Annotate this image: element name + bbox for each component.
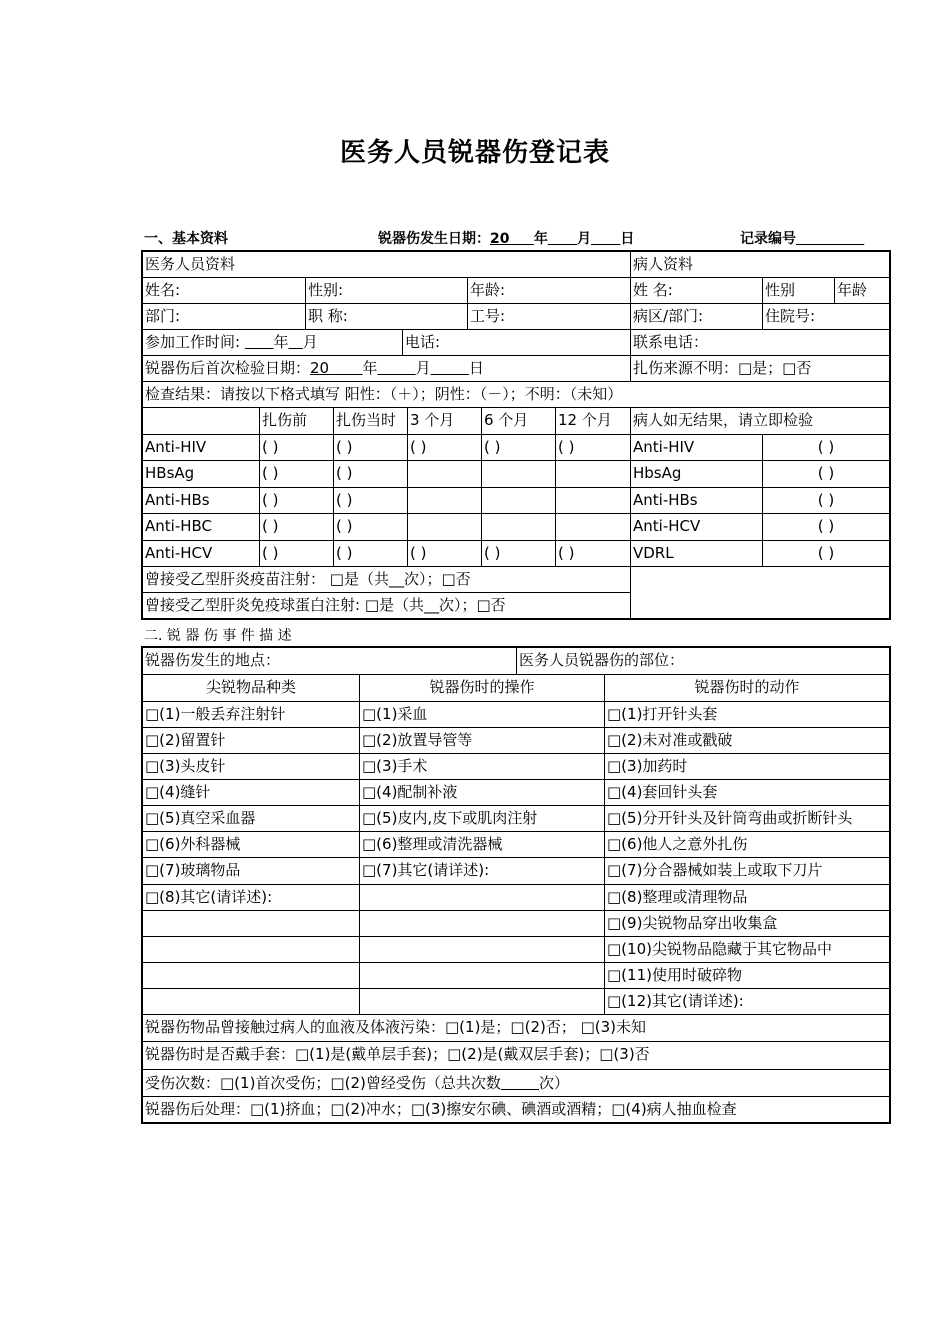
patient-blank-cell [631,567,889,618]
operation-option[interactable]: □(4)配制补液 [360,780,605,806]
sharp-type-option[interactable]: □(3)头皮针 [143,754,360,780]
staff-test-name: HBsAg [143,461,260,487]
empty-cell [143,989,360,1015]
sharp-type-option[interactable]: □(7)玻璃物品 [143,858,360,884]
col-actions: 锐器伤时的动作 [605,675,889,702]
work-year-label: 年 [273,333,289,351]
first-test-date-prefix: 20 [310,359,330,377]
patient-ward-field[interactable]: 病区/部门: [631,304,763,330]
staff-result-cell[interactable]: ( ) [334,514,408,540]
hbv-vaccine-option[interactable]: 曾接受乙型肝炎疫苗注射： □是（共__次）；□否 [143,567,631,593]
sharp-type-option[interactable]: □(6)外科器械 [143,832,360,858]
first-test-day-label: 日 [468,359,484,377]
staff-result-cell[interactable]: ( ) [334,541,408,567]
patient-test-name: VDRL [631,541,763,567]
empty-cell [556,461,631,487]
month-label: 月 [577,231,592,247]
action-option[interactable]: □(9)尖锐物品穿出收集盒 [605,911,889,937]
injury-body-part-field[interactable]: 医务人员锐器伤的部位： [517,648,889,675]
form-title: 医务人员锐器伤登记表 [339,138,610,168]
staff-result-cell[interactable]: ( ) [482,435,556,461]
staff-gender-field[interactable]: 性别: [306,278,468,304]
patient-result-cell[interactable]: ( ) [763,435,889,461]
empty-cell [360,963,605,989]
test-name-header [143,408,260,435]
injury-date-prefix: 20 [490,231,510,247]
staff-test-name: Anti-HBs [143,488,260,514]
empty-cell [360,989,605,1015]
unknown-source-option[interactable]: 扎伤来源不明：□是；□否 [631,356,889,382]
staff-result-cell[interactable]: ( ) [334,461,408,487]
staff-result-cell[interactable]: ( ) [260,541,334,567]
staff-test-name: Anti-HBC [143,514,260,540]
operation-option[interactable]: □(5)皮内,皮下或肌肉注射 [360,806,605,832]
empty-cell [482,488,556,514]
hbv-immunoglobulin-option[interactable]: 曾接受乙型肝炎免疫球蛋白注射: □是（共__次）；□否 [143,593,631,618]
col-12-months: 12 个月 [556,408,631,435]
empty-cell [482,514,556,540]
empty-cell [143,937,360,963]
injury-count-label: 受伤次数：□(1)首次受伤；□(2)曾经受伤（总共次数 [145,1074,501,1092]
staff-header: 医务人员资料 [143,252,631,278]
action-option[interactable]: □(12)其它(请详述): [605,989,889,1015]
first-test-year-label: 年 [362,359,378,377]
staff-test-name: Anti-HIV [143,435,260,461]
staff-result-cell[interactable]: ( ) [334,488,408,514]
patient-result-cell[interactable]: ( ) [763,514,889,540]
col-sharp-types: 尖锐物品种类 [143,675,360,702]
action-option[interactable]: □(10)尖锐物品隐藏于其它物品中 [605,937,889,963]
patient-gender-field[interactable]: 性别 [763,278,835,304]
operation-option[interactable]: □(2)放置导管等 [360,728,605,754]
col-6-months: 6 个月 [482,408,556,435]
action-option[interactable]: □(8)整理或清理物品 [605,885,889,911]
action-option[interactable]: □(4)套回针头套 [605,780,889,806]
staff-result-cell[interactable]: ( ) [260,435,334,461]
col-operations: 锐器伤时的操作 [360,675,605,702]
patient-admission-field[interactable]: 住院号: [763,304,889,330]
patient-age-field[interactable]: 年龄 [835,278,889,304]
staff-result-cell[interactable]: ( ) [408,541,482,567]
action-option[interactable]: □(5)分开针头及针筒弯曲或折断针头 [605,806,889,832]
patient-header: 病人资料 [631,252,889,278]
operation-option[interactable]: □(3)手术 [360,754,605,780]
sharp-type-option[interactable]: □(2)留置针 [143,728,360,754]
staff-result-cell[interactable]: ( ) [556,541,631,567]
empty-cell [360,911,605,937]
sharp-type-option[interactable]: □(5)真空采血器 [143,806,360,832]
result-instruction: 检查结果：请按以下格式填写 阳性：（＋）；阴性：（－）；不明：（未知） [143,382,889,408]
staff-name-field[interactable]: 姓名: [143,278,306,304]
empty-cell [408,514,482,540]
work-time-label: 参加工作时间: [145,333,241,351]
staff-result-cell[interactable]: ( ) [260,461,334,487]
staff-result-cell[interactable]: ( ) [556,435,631,461]
gloves-option[interactable]: 锐器伤时是否戴手套：□(1)是(戴单层手套)；□(2)是(戴双层手套)；□(3)否 [143,1042,889,1070]
staff-test-name: Anti-HCV [143,541,260,567]
staff-result-cell[interactable]: ( ) [482,541,556,567]
col-before-injury: 扎伤前 [260,408,334,435]
empty-cell [408,488,482,514]
staff-result-cell[interactable]: ( ) [260,514,334,540]
day-label: 日 [620,231,635,247]
staff-phone-field[interactable]: 电话: [403,330,631,356]
contamination-option[interactable]: 锐器伤物品曾接触过病人的血液及体液污染：□(1)是；□(2)否； □(3)未知 [143,1015,889,1042]
staff-age-field[interactable]: 年龄: [468,278,631,304]
event-description-table [141,646,891,1124]
staff-dept-field[interactable]: 部门: [143,304,306,330]
empty-cell [143,911,360,937]
sharp-type-option[interactable]: □(1)一般丢弃注射针 [143,702,360,728]
post-injury-treatment-option[interactable]: 锐器伤后处理：□(1)挤血；□(2)冲水；□(3)擦安尔碘、碘酒或酒精；□(4)病人抽血检查 [145,1100,737,1118]
first-test-month-label: 月 [415,359,431,377]
action-option[interactable]: □(2)未对准或戳破 [605,728,889,754]
work-time-field[interactable] [143,330,403,356]
patient-name-field[interactable]: 姓 名: [631,278,763,304]
staff-id-field[interactable]: 工号: [468,304,631,330]
patient-phone-field[interactable]: 联系电话： [631,330,889,356]
col-3-months: 3 个月 [408,408,482,435]
staff-result-cell[interactable]: ( ) [408,435,482,461]
injury-count-option[interactable] [143,1070,889,1097]
injury-date-line [378,228,634,248]
patient-result-cell[interactable]: ( ) [763,541,889,567]
empty-cell [143,963,360,989]
patient-test-note: 病人如无结果，请立即检验 [631,408,889,435]
action-option[interactable]: □(11)使用时破碎物 [605,963,889,989]
year-label: 年 [533,231,548,247]
injury-location-field[interactable]: 锐器伤发生的地点： [143,648,517,675]
empty-cell [360,885,605,911]
empty-cell [556,488,631,514]
work-month-label: 月 [302,333,318,351]
empty-cell [556,514,631,540]
patient-result-cell[interactable]: ( ) [763,488,889,514]
staff-title-field[interactable]: 职 称: [306,304,468,330]
action-option[interactable]: □(6)他人之意外扎伤 [605,832,889,858]
action-option[interactable]: □(1)打开针头套 [605,702,889,728]
basic-info-table [141,250,891,620]
sharp-type-option[interactable]: □(4)缝针 [143,780,360,806]
action-option[interactable]: □(3)加药时 [605,754,889,780]
patient-test-name: Anti-HBs [631,488,763,514]
col-at-injury: 扎伤当时 [334,408,408,435]
patient-test-name: HbsAg [631,461,763,487]
operation-option[interactable]: □(6)整理或清洗器械 [360,832,605,858]
empty-cell [482,461,556,487]
operation-option[interactable]: □(7)其它(请详述): [360,858,605,884]
staff-result-cell[interactable]: ( ) [334,435,408,461]
empty-cell [360,937,605,963]
section1-heading: 一、基本资料 [144,231,228,247]
injury-count-suffix: 次） [539,1074,570,1092]
injury-date-label: 锐器伤发生日期： [378,231,490,247]
patient-result-cell[interactable]: ( ) [763,461,889,487]
operation-option[interactable]: □(1)采血 [360,702,605,728]
record-number-field[interactable] [740,228,864,248]
first-test-date-field[interactable] [143,356,631,382]
staff-result-cell[interactable]: ( ) [260,488,334,514]
patient-test-name: Anti-HIV [631,435,763,461]
first-test-date-label: 锐器伤后首次检验日期： [145,359,311,377]
sharp-type-option[interactable]: □(8)其它(请详述): [143,885,360,911]
empty-cell [408,461,482,487]
section2-heading: 二. 锐 器 伤 事 件 描 述 [144,628,292,644]
patient-test-name: Anti-HCV [631,514,763,540]
action-option[interactable]: □(7)分合器械如装上或取下刀片 [605,858,889,884]
record-number-label: 记录编号 [740,231,796,247]
